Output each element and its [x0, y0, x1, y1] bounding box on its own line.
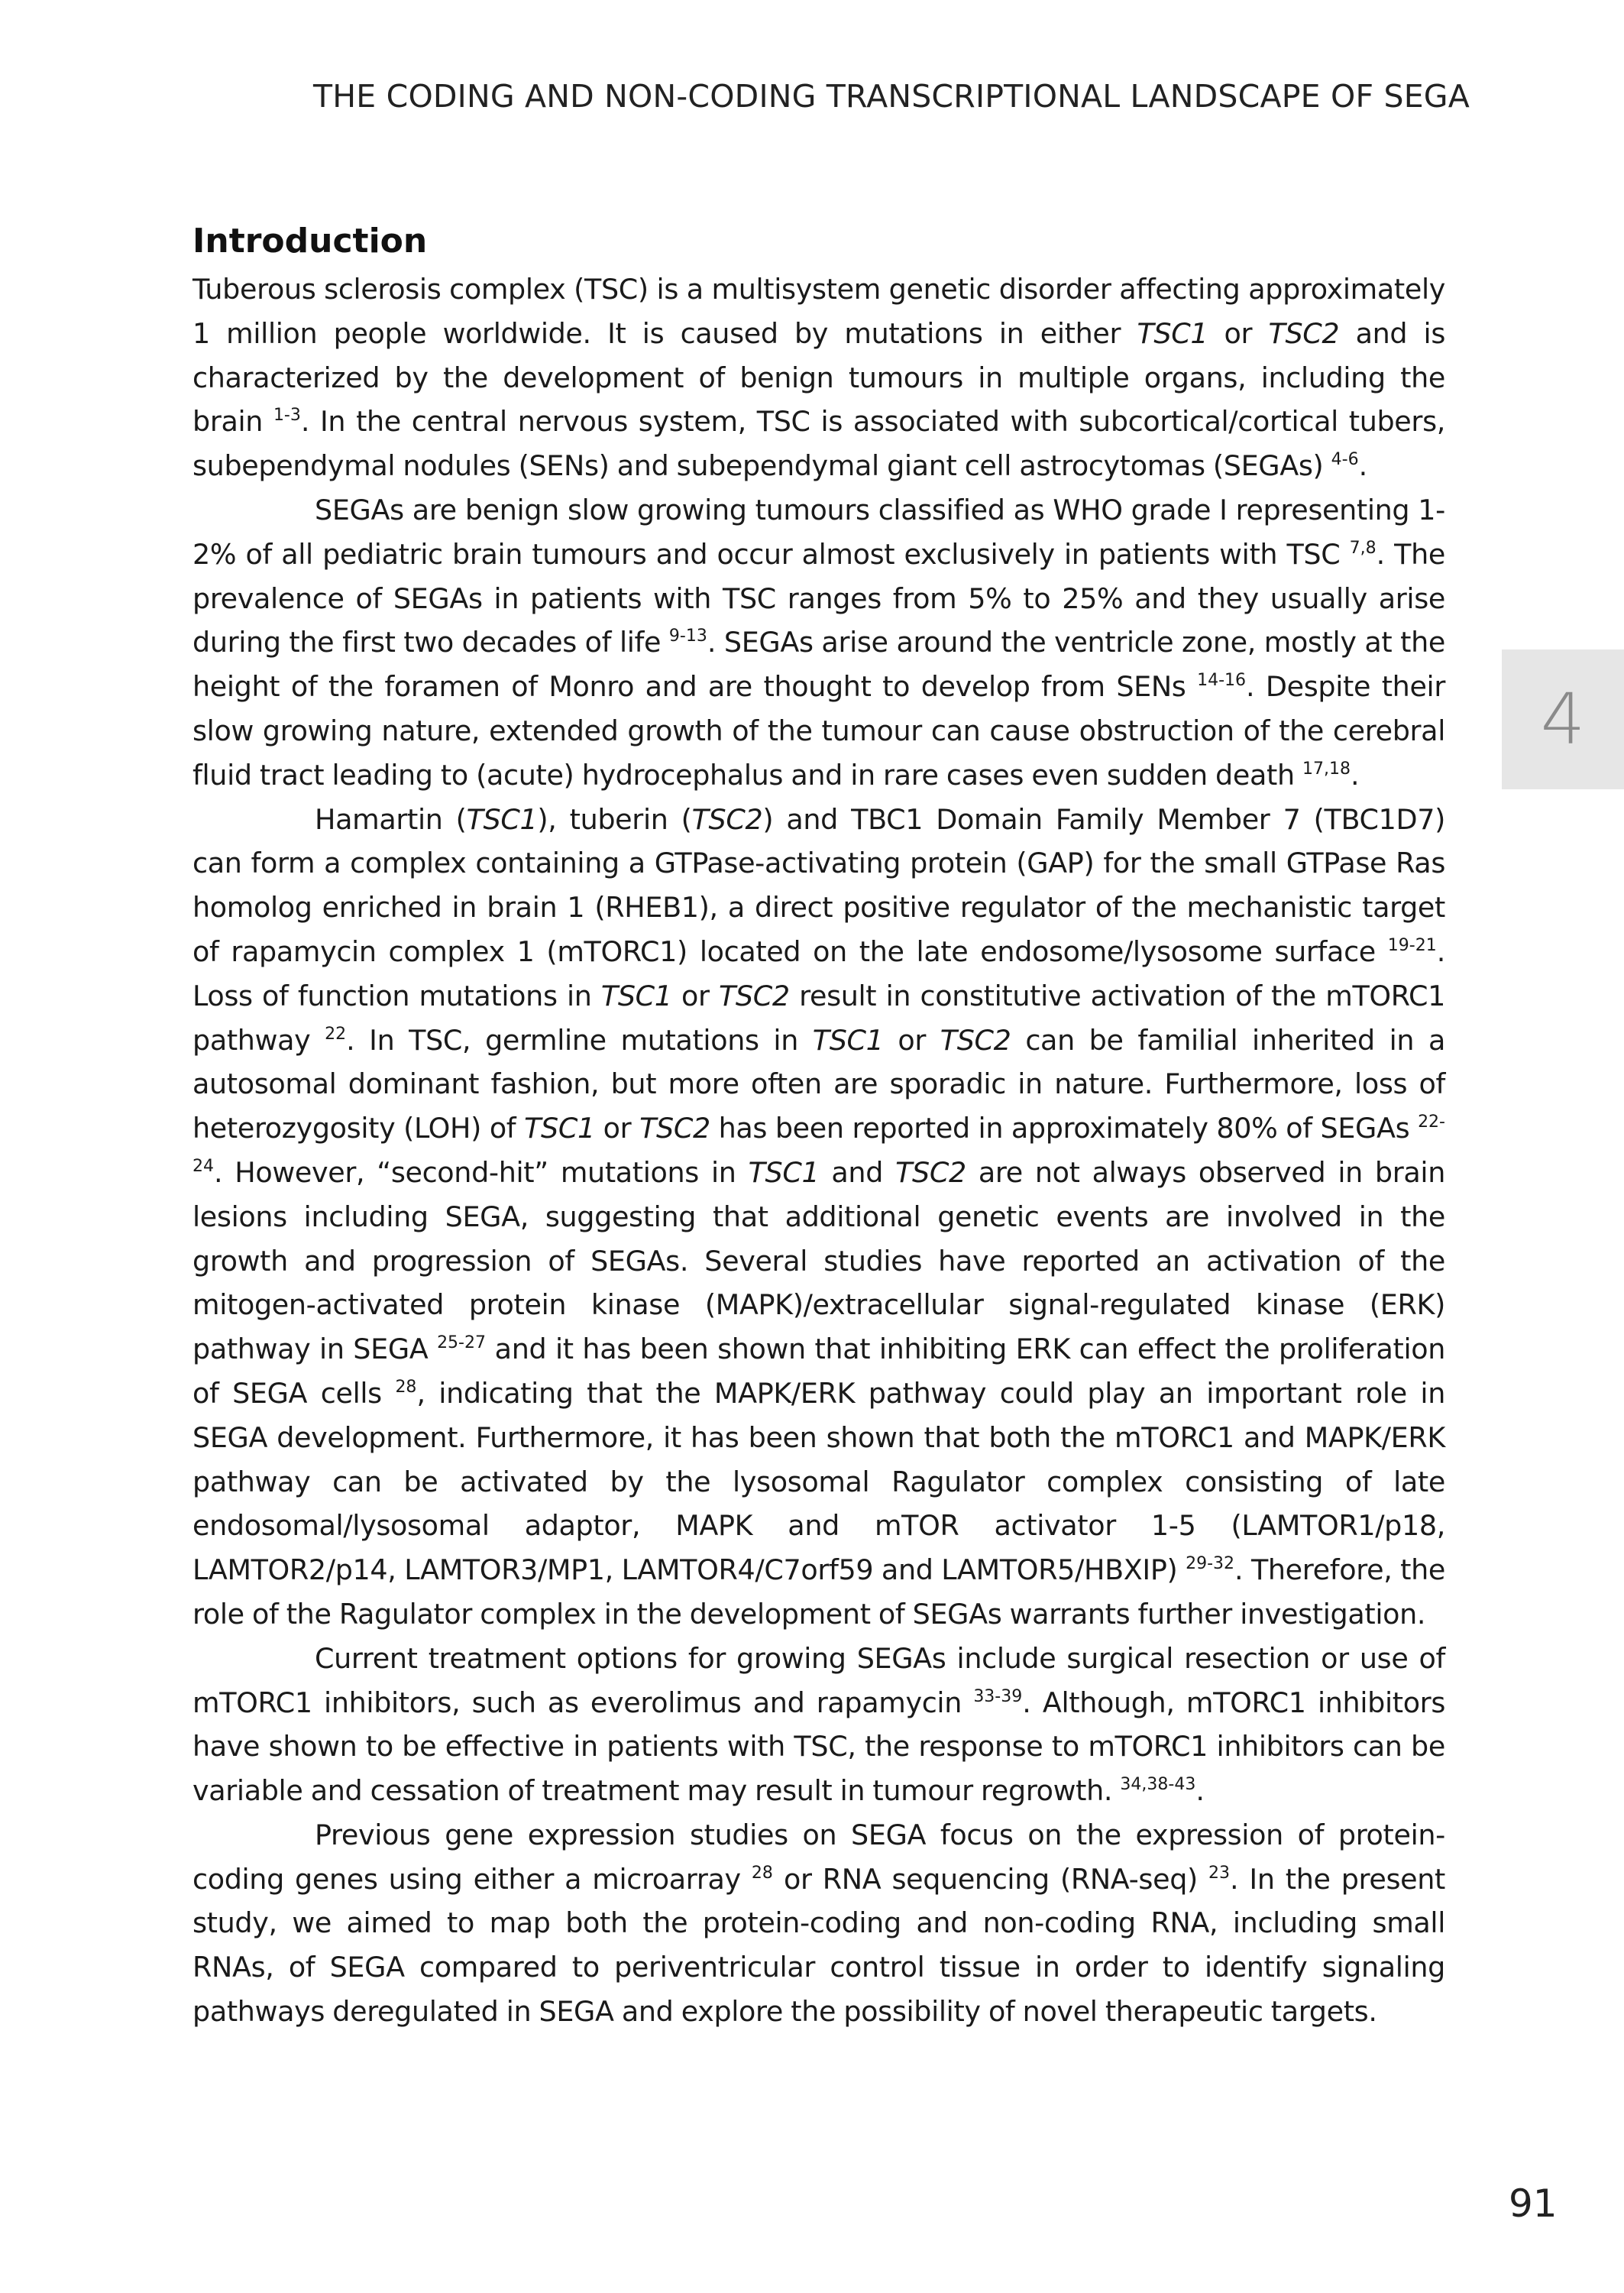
text-run: or: [1208, 316, 1269, 350]
citation-superscript: 9-13: [668, 627, 707, 646]
gene-name-italic: TSC1: [524, 1112, 595, 1145]
text-run: and: [819, 1155, 896, 1189]
paragraph-container: [192, 267, 1445, 2034]
gene-name-italic: TSC1: [812, 1023, 884, 1057]
text-run: ) and TBC1 Domain Family Member 7 (TBC1D7) can form a complex containing a GTPase-activating protein (GAP) for the small GTPase Ras homolog enriched in brain 1 (RHEB1), a direct positive regulator of the mechanistic target of rapamycin complex 1 (mTORC1) located on the late endosome/lysosome surface: [192, 802, 1446, 968]
citation-superscript: 22-24: [192, 1112, 1445, 1176]
text-run: .: [1350, 758, 1360, 792]
text-run: Current treatment options for growing SEGAs include surgical resection or use of mTORC1 inhibitors, such as everolimus and rapamycin: [192, 1641, 1445, 1719]
text-run: SEGAs are benign slow growing tumours classified as WHO grade I representing 1-2% of all pediatric brain tumours and occur almost exclusively in patients with TSC: [192, 493, 1445, 571]
text-run: Hamartin (: [315, 802, 467, 836]
running-head: THE CODING AND NON-CODING TRANSCRIPTIONAL LANDSCAPE OF SEGA: [313, 78, 1470, 115]
text-run: can be familial inherited in a autosomal dominant fashion, but more often are sporadic in nature. Furthermore, loss of heterozygosity (LOH) of: [192, 1023, 1445, 1145]
chapter-tab: [1502, 649, 1624, 789]
text-run: . Therefore, the role of the Ragulator complex in the development of SEGAs warrants further investigation.: [192, 1553, 1445, 1631]
text-run: has been reported in approximately 80% of SEGAs: [710, 1112, 1419, 1145]
gene-name-italic: TSC2: [639, 1112, 710, 1145]
paragraph: [192, 1813, 1445, 2034]
gene-name-italic: TSC2: [691, 802, 763, 836]
article-body: [192, 220, 1445, 2034]
text-run: or: [671, 979, 719, 1012]
gene-name-italic: TSC2: [718, 979, 790, 1012]
gene-name-italic: TSC2: [940, 1023, 1011, 1057]
text-run: or: [883, 1023, 940, 1057]
text-run: . Despite their slow growing nature, extended growth of the tumour can cause obstruction of the cerebral fluid tract leading to (acute) hydrocephalus and in rare cases even sudden death: [192, 670, 1445, 792]
citation-superscript: 29-32: [1186, 1554, 1235, 1574]
text-run: . Loss of function mutations in: [192, 934, 1445, 1012]
text-run: result in constitutive activation of the mTORC1 pathway: [192, 979, 1445, 1057]
text-run: or: [594, 1112, 640, 1145]
text-run: ), tuberin (: [537, 802, 692, 836]
paragraph: [192, 1637, 1445, 1813]
gene-name-italic: TSC2: [895, 1155, 966, 1189]
text-run: . In TSC, germline mutations in: [346, 1023, 813, 1057]
citation-superscript: 7,8: [1349, 538, 1377, 558]
text-run: or RNA sequencing (RNA-seq): [772, 1862, 1209, 1896]
text-run: Tuberous sclerosis complex (TSC) is a multisystem genetic disorder affecting approximately 1 million people worldwide. It is caused by mutations in either: [192, 273, 1445, 350]
text-run: and is characterized by the development of benign tumours in multiple organs, including the brain: [192, 316, 1445, 439]
section-heading: Introduction: [192, 222, 428, 261]
text-run: . In the present study, we aimed to map both the protein-coding and non-coding RNA, including small RNAs, of SEGA compared to periventricular control tissue in order to identify signaling pathways deregulated in SEGA and explore the possibility of novel therapeutic targets.: [192, 1862, 1445, 2029]
paragraph: [192, 488, 1445, 798]
text-run: Previous gene expression studies on SEGA focus on the expression of protein-coding genes using either a microarray: [192, 1818, 1445, 1896]
text-run: .: [1195, 1774, 1205, 1808]
citation-superscript: 23: [1208, 1863, 1231, 1883]
gene-name-italic: TSC1: [1137, 316, 1208, 350]
text-run: . SEGAs arise around the ventricle zone, mostly at the height of the foramen of Monro and are thought to develop from SENs: [192, 626, 1445, 704]
gene-name-italic: TSC2: [1268, 316, 1340, 350]
gene-name-italic: TSC1: [600, 979, 672, 1012]
text-run: and it has been shown that inhibiting ERK can effect the proliferation of SEGA cells: [192, 1333, 1445, 1410]
citation-superscript: 22: [325, 1024, 347, 1044]
citation-superscript: 1-3: [273, 406, 301, 426]
text-run: . In the central nervous system, TSC is associated with subcortical/cortical tubers, subependymal nodules (SENs) and subependymal giant cell astrocytomas (SEGAs): [192, 405, 1445, 483]
text-run: . The prevalence of SEGAs in patients with TSC ranges from 5% to 25% and they usually arise during the first two decades of life: [192, 537, 1445, 659]
gene-name-italic: TSC1: [748, 1155, 820, 1189]
text-run: are not always observed in brain lesions including SEGA, suggesting that additional genetic events are involved in the growth and progression of SEGAs. Several studies have reported an activation of the mitogen-activated protein kinase (MAPK)/extracellular signal-regulated kinase (ERK) pathway in SEGA: [192, 1155, 1445, 1366]
paragraph: [192, 798, 1445, 1637]
citation-superscript: 28: [751, 1863, 773, 1883]
citation-superscript: 25-27: [437, 1333, 486, 1353]
citation-superscript: 19-21: [1387, 935, 1437, 955]
citation-superscript: 14-16: [1197, 671, 1247, 691]
paragraph: [192, 267, 1445, 488]
gene-name-italic: TSC1: [466, 802, 538, 836]
citation-superscript: 34,38-43: [1120, 1775, 1196, 1795]
chapter-number: 4: [1540, 679, 1586, 760]
text-run: . However, “second-hit” mutations in: [214, 1155, 749, 1189]
text-run: .: [1358, 449, 1367, 483]
citation-superscript: 17,18: [1302, 759, 1351, 779]
citation-superscript: 4-6: [1331, 450, 1359, 470]
citation-superscript: 33-39: [973, 1686, 1023, 1706]
page-number: 91: [1509, 2181, 1558, 2226]
citation-superscript: 28: [395, 1377, 417, 1397]
text-run: . Although, mTORC1 inhibitors have shown to be effective in patients with TSC, the response to mTORC1 inhibitors can be variable and cessation of treatment may result in tumour regrowth.: [192, 1686, 1445, 1808]
text-run: , indicating that the MAPK/ERK pathway could play an important role in SEGA development. Furthermore, it has been shown that both the mTORC1 and MAPK/ERK pathway can be activated by the lysosomal Ragulator complex consisting of late endosomal/lysosomal adaptor, MAPK and mTOR activator 1-5 (LAMTOR1/p18, LAMTOR2/p14, LAMTOR3/MP1, LAMTOR4/C7orf59 and LAMTOR5/HBXIP): [192, 1376, 1445, 1587]
